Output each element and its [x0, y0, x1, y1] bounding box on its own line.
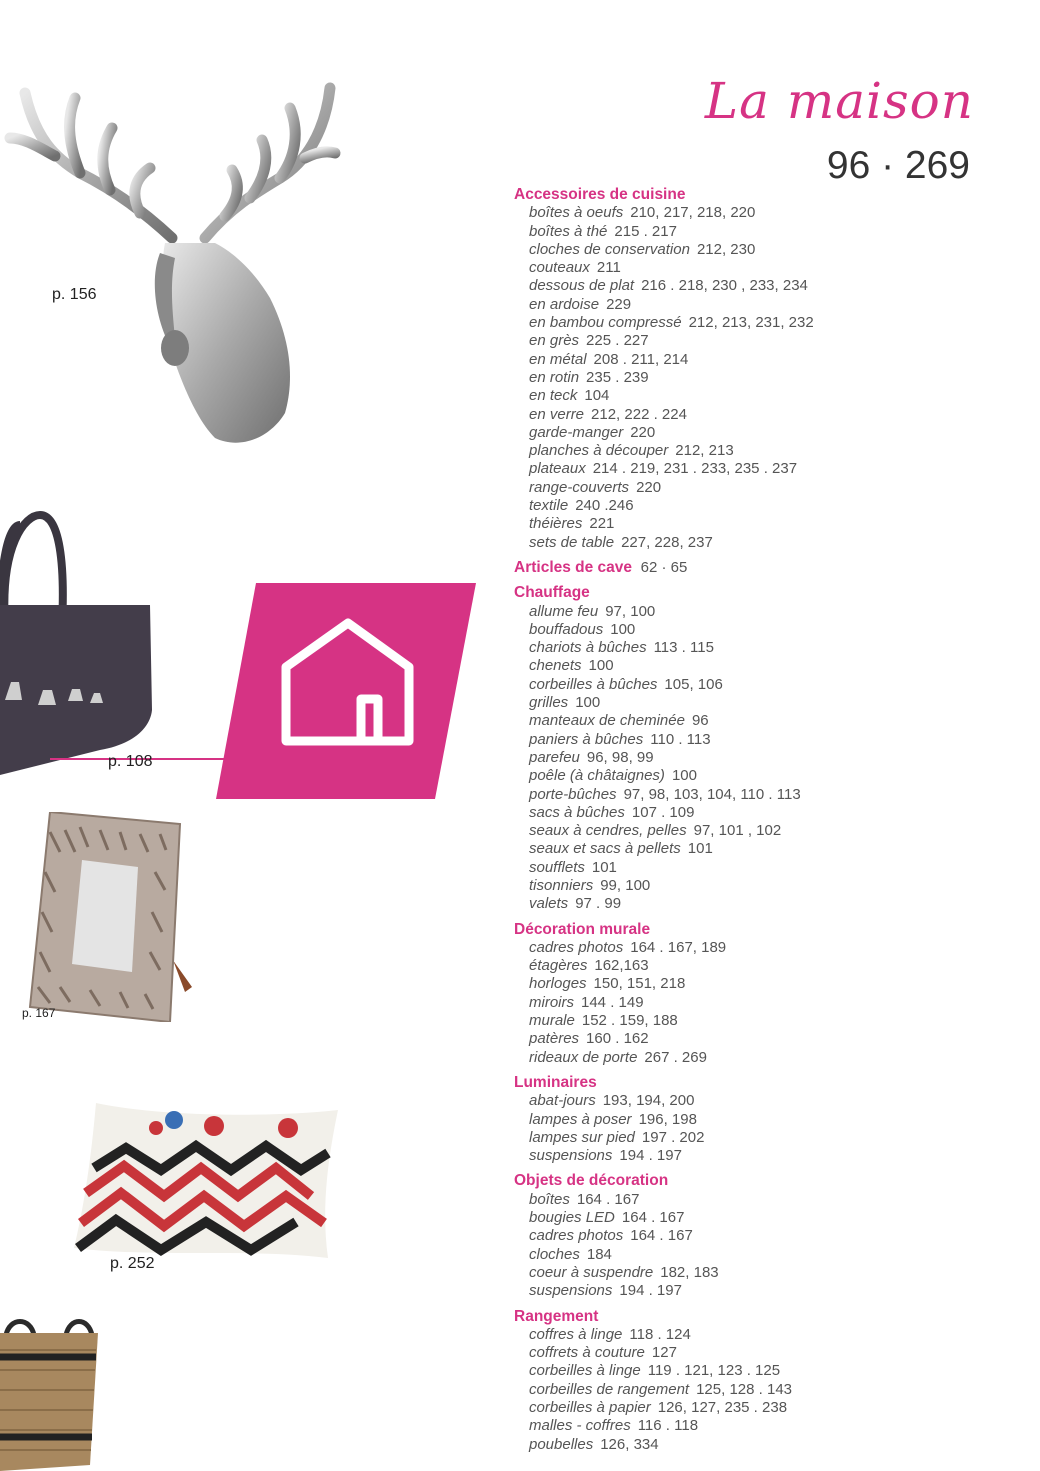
entry-term: suspensions — [529, 1282, 613, 1300]
index-entry — [514, 1326, 1014, 1344]
entry-pages: 235 . 239 — [586, 368, 649, 386]
index-entry — [514, 804, 1014, 822]
index-section — [514, 186, 1014, 552]
entry-term: manteaux de cheminée — [529, 712, 685, 730]
entry-pages: 194 . 197 — [619, 1147, 682, 1165]
index-entry — [514, 957, 1014, 975]
entry-pages: 104 — [584, 387, 610, 405]
entry-pages: 162,163 — [594, 957, 649, 975]
entry-pages: 96, 98, 99 — [586, 748, 654, 766]
entry-pages: 215 . 217 — [614, 222, 677, 240]
entry-term: couteaux — [529, 259, 590, 277]
entry-pages: 99, 100 — [600, 876, 651, 894]
entry-pages: 118 . 124 — [629, 1325, 691, 1343]
index-entry — [514, 387, 1014, 405]
entry-term: corbeilles à papier — [529, 1399, 651, 1416]
entry-pages: 100 — [671, 767, 697, 785]
entry-term: garde-manger — [529, 423, 624, 441]
entry-term: chariots à bûches — [529, 639, 647, 657]
entry-pages: 225 . 227 — [586, 332, 649, 350]
index-section — [514, 1308, 1014, 1454]
index-section — [514, 584, 1014, 913]
cushion-image — [66, 1098, 341, 1270]
entry-term: en teck — [529, 387, 578, 405]
entry-term: corbeilles de rangement — [529, 1380, 690, 1398]
entry-pages: 196, 198 — [638, 1110, 697, 1128]
entry-pages: 160 . 162 — [586, 1030, 649, 1048]
entry-pages: 184 — [586, 1245, 612, 1263]
entry-pages: 126, 127, 235 . 238 — [657, 1399, 788, 1416]
entry-pages: 221 — [589, 515, 615, 533]
entry-term: boîtes — [529, 1190, 570, 1208]
entry-term: sacs à bûches — [529, 803, 625, 821]
index-entry — [514, 1436, 1014, 1454]
entry-term: coffrets à couture — [529, 1344, 645, 1362]
index-entry — [514, 241, 1014, 259]
section-heading — [514, 921, 1014, 939]
entry-pages: 220 — [636, 478, 662, 496]
index-entry — [514, 1111, 1014, 1129]
entry-term: soufflets — [529, 858, 585, 876]
index-entry — [514, 1264, 1014, 1282]
entry-term: malles - coffres — [529, 1417, 631, 1435]
index-entry — [514, 479, 1014, 497]
entry-pages: 220 — [630, 423, 656, 441]
index-entry — [514, 767, 1014, 785]
entry-pages: 152 . 159, 188 — [581, 1012, 678, 1030]
index-entry — [514, 975, 1014, 993]
entry-term: dessous de plat — [529, 277, 635, 295]
entry-term: cadres photos — [529, 938, 624, 956]
index-entry — [514, 1129, 1014, 1147]
section-pages: 62 · 65 — [640, 558, 688, 576]
index-entry — [514, 351, 1014, 369]
entry-term: miroirs — [529, 993, 574, 1011]
entry-pages: 210, 217, 218, 220 — [630, 204, 756, 222]
entry-term: abat-jours — [529, 1092, 596, 1110]
entry-pages: 127 — [651, 1344, 677, 1362]
section-heading-label: Accessoires de cuisine — [514, 186, 686, 203]
entry-term: cloches de conservation — [529, 240, 690, 258]
index-entry — [514, 424, 1014, 442]
index-entry — [514, 1282, 1014, 1300]
index-entry — [514, 939, 1014, 957]
index-entry — [514, 442, 1014, 460]
index-entry — [514, 1092, 1014, 1110]
entry-term: étagères — [529, 957, 588, 975]
index-entry — [514, 515, 1014, 533]
index-entry — [514, 406, 1014, 424]
entry-term: suspensions — [529, 1147, 613, 1165]
index-entry — [514, 621, 1014, 639]
index-entry — [514, 749, 1014, 767]
section-heading-label: Objets de décoration — [514, 1172, 669, 1190]
entry-pages: 101 — [687, 840, 713, 858]
entry-pages: 100 — [588, 657, 614, 675]
entry-term: paniers à bûches — [529, 730, 644, 748]
index-entry — [514, 1362, 1014, 1380]
entry-pages: 119 . 121, 123 . 125 — [647, 1362, 781, 1380]
entry-pages: 164 . 167 — [576, 1190, 640, 1208]
section-heading — [514, 1172, 1014, 1190]
entry-pages: 194 . 197 — [619, 1282, 682, 1300]
entry-pages: 212, 213 — [675, 442, 734, 460]
entry-term: en métal — [529, 350, 587, 368]
entry-term: murale — [529, 1012, 575, 1030]
index-entry — [514, 895, 1014, 913]
index-entry — [514, 1417, 1014, 1435]
entry-pages: 212, 230 — [696, 240, 756, 258]
entry-pages: 116 . 118 — [637, 1417, 699, 1435]
entry-term: en verre — [529, 405, 585, 423]
entry-term: bouffadous — [529, 620, 604, 638]
entry-pages: 100 — [610, 620, 636, 638]
index-section — [514, 921, 1014, 1067]
index-entry — [514, 1246, 1014, 1264]
index-entry — [514, 204, 1014, 222]
entry-pages: 97, 101 , 102 — [693, 822, 782, 840]
entry-term: chenets — [529, 657, 582, 675]
index-entry — [514, 296, 1014, 314]
entry-term: allume feu — [529, 602, 599, 620]
entry-pages: 216 . 218, 230 , 233, 234 — [641, 277, 808, 295]
entry-pages: 150, 151, 218 — [593, 975, 686, 993]
entry-term: porte-bûches — [529, 785, 617, 803]
entry-pages: 212, 222 . 224 — [591, 405, 687, 423]
entry-pages: 164 . 167 — [630, 1227, 693, 1245]
page-range: 96 · 269 — [826, 144, 970, 187]
entry-term: coffres à linge — [529, 1325, 623, 1343]
index-entry — [514, 223, 1014, 241]
index-entry — [514, 694, 1014, 712]
caption-stag: p. 156 — [52, 286, 97, 303]
entry-pages: 214 . 219, 231 . 233, 235 . 237 — [592, 460, 798, 478]
index-section — [514, 1172, 1014, 1300]
entry-term: boîtes à thé — [529, 222, 608, 240]
entry-pages: 197 . 202 — [641, 1128, 705, 1146]
entry-term: sets de table — [529, 533, 615, 551]
index-entry — [514, 859, 1014, 877]
entry-pages: 107 . 109 — [631, 803, 695, 821]
index-entry — [514, 639, 1014, 657]
entry-pages: 126, 334 — [600, 1435, 659, 1453]
entry-term: seaux et sacs à pellets — [529, 840, 681, 858]
entry-term: tisonniers — [529, 876, 594, 894]
index-list — [514, 186, 1014, 1461]
index-entry — [514, 731, 1014, 749]
index-entry — [514, 277, 1014, 295]
entry-term: en rotin — [529, 368, 580, 386]
entry-term: en bambou compressé — [529, 314, 682, 332]
entry-pages: 100 — [575, 694, 601, 712]
index-entry — [514, 1191, 1014, 1209]
section-heading — [514, 584, 1014, 602]
entry-pages: 97, 100 — [605, 602, 656, 620]
index-entry — [514, 1227, 1014, 1245]
stag-head-image — [0, 78, 350, 450]
index-entry — [514, 712, 1014, 730]
index-entry — [514, 676, 1014, 694]
photo-frame-image — [20, 812, 195, 1022]
entry-pages: 193, 194, 200 — [602, 1092, 695, 1110]
entry-term: valets — [529, 895, 569, 913]
index-entry — [514, 822, 1014, 840]
index-entry — [514, 1147, 1014, 1165]
entry-term: textile — [529, 497, 569, 515]
entry-pages: 125, 128 . 143 — [696, 1380, 793, 1398]
index-entry — [514, 657, 1014, 675]
entry-term: théières — [529, 515, 583, 533]
index-entry — [514, 534, 1014, 552]
section-heading — [514, 1308, 1014, 1326]
entry-pages: 208 . 211, 214 — [593, 350, 689, 368]
entry-term: coeur à suspendre — [529, 1263, 654, 1281]
entry-term: poubelles — [529, 1435, 594, 1453]
section-heading-label: Luminaires — [514, 1073, 597, 1091]
index-entry — [514, 1012, 1014, 1030]
caption-bag: p. 108 — [108, 753, 153, 770]
entry-pages: 97 . 99 — [575, 895, 622, 913]
entry-term: rideaux de porte — [529, 1048, 638, 1066]
entry-term: corbeilles à linge — [529, 1362, 641, 1380]
section-heading — [514, 559, 1014, 577]
index-entry — [514, 497, 1014, 515]
entry-term: plateaux — [529, 460, 586, 478]
entry-pages: 164 . 167 — [621, 1209, 685, 1227]
entry-term: seaux à cendres, pelles — [529, 822, 687, 840]
index-entry — [514, 1344, 1014, 1362]
section-heading-label: Décoration murale — [514, 920, 651, 938]
entry-pages: 211 — [596, 259, 621, 277]
entry-term: en ardoise — [529, 295, 600, 313]
index-entry — [514, 314, 1014, 332]
entry-term: cadres photos — [529, 1227, 624, 1245]
entry-term: boîtes à oeufs — [529, 204, 624, 222]
entry-term: poêle (à châtaignes) — [529, 767, 665, 785]
entry-term: grilles — [529, 694, 569, 712]
entry-pages: 96 — [691, 712, 709, 730]
index-entry — [514, 1049, 1014, 1067]
entry-pages: 144 . 149 — [581, 993, 644, 1011]
entry-pages: 164 . 167, 189 — [630, 938, 727, 956]
section-heading-label: Articles de cave — [514, 558, 633, 576]
entry-term: corbeilles à bûches — [529, 675, 658, 693]
entry-term: parefeu — [529, 748, 580, 766]
index-entry — [514, 369, 1014, 387]
index-entry — [514, 1381, 1014, 1399]
index-entry — [514, 332, 1014, 350]
index-entry — [514, 840, 1014, 858]
index-entry — [514, 1030, 1014, 1048]
log-bag-image — [0, 505, 160, 780]
entry-pages: 113 . 115 — [653, 639, 714, 657]
index-entry — [514, 603, 1014, 621]
index-entry — [514, 259, 1014, 277]
entry-pages: 212, 213, 231, 232 — [688, 314, 814, 332]
section-heading-label: Rangement — [514, 1307, 599, 1325]
entry-term: patères — [529, 1030, 580, 1048]
page-title: La maison — [704, 72, 974, 130]
index-entry — [514, 994, 1014, 1012]
entry-pages: 182, 183 — [660, 1263, 719, 1281]
entry-pages: 97, 98, 103, 104, 110 . 113 — [623, 785, 801, 803]
index-entry — [514, 877, 1014, 895]
index-entry — [514, 1399, 1014, 1417]
category-badge — [216, 583, 476, 799]
index-entry — [514, 786, 1014, 804]
entry-pages: 240 .246 — [575, 497, 634, 515]
entry-term: horloges — [529, 975, 587, 993]
entry-term: range-couverts — [529, 478, 630, 496]
index-section — [514, 559, 1014, 577]
entry-term: lampes à poser — [529, 1110, 632, 1128]
entry-pages: 105, 106 — [664, 675, 723, 693]
section-heading-label: Chauffage — [514, 584, 590, 602]
index-section — [514, 1074, 1014, 1165]
entry-term: cloches — [529, 1245, 580, 1263]
index-entry — [514, 1209, 1014, 1227]
entry-pages: 110 . 113 — [650, 730, 711, 748]
entry-pages: 229 — [606, 295, 632, 313]
entry-term: bougies LED — [529, 1209, 615, 1227]
entry-pages: 101 — [591, 858, 617, 876]
entry-pages: 227, 228, 237 — [621, 533, 713, 551]
entry-term: planches à découper — [529, 442, 669, 460]
entry-term: en grès — [529, 332, 580, 350]
index-entry — [514, 460, 1014, 478]
caption-frame: p. 167 — [22, 1006, 56, 1020]
woven-basket-image — [0, 1315, 100, 1471]
section-heading — [514, 1074, 1014, 1092]
caption-cushion: p. 252 — [110, 1255, 155, 1272]
entry-pages: 267 . 269 — [644, 1048, 707, 1066]
section-heading — [514, 186, 1014, 204]
entry-term: lampes sur pied — [529, 1128, 635, 1146]
